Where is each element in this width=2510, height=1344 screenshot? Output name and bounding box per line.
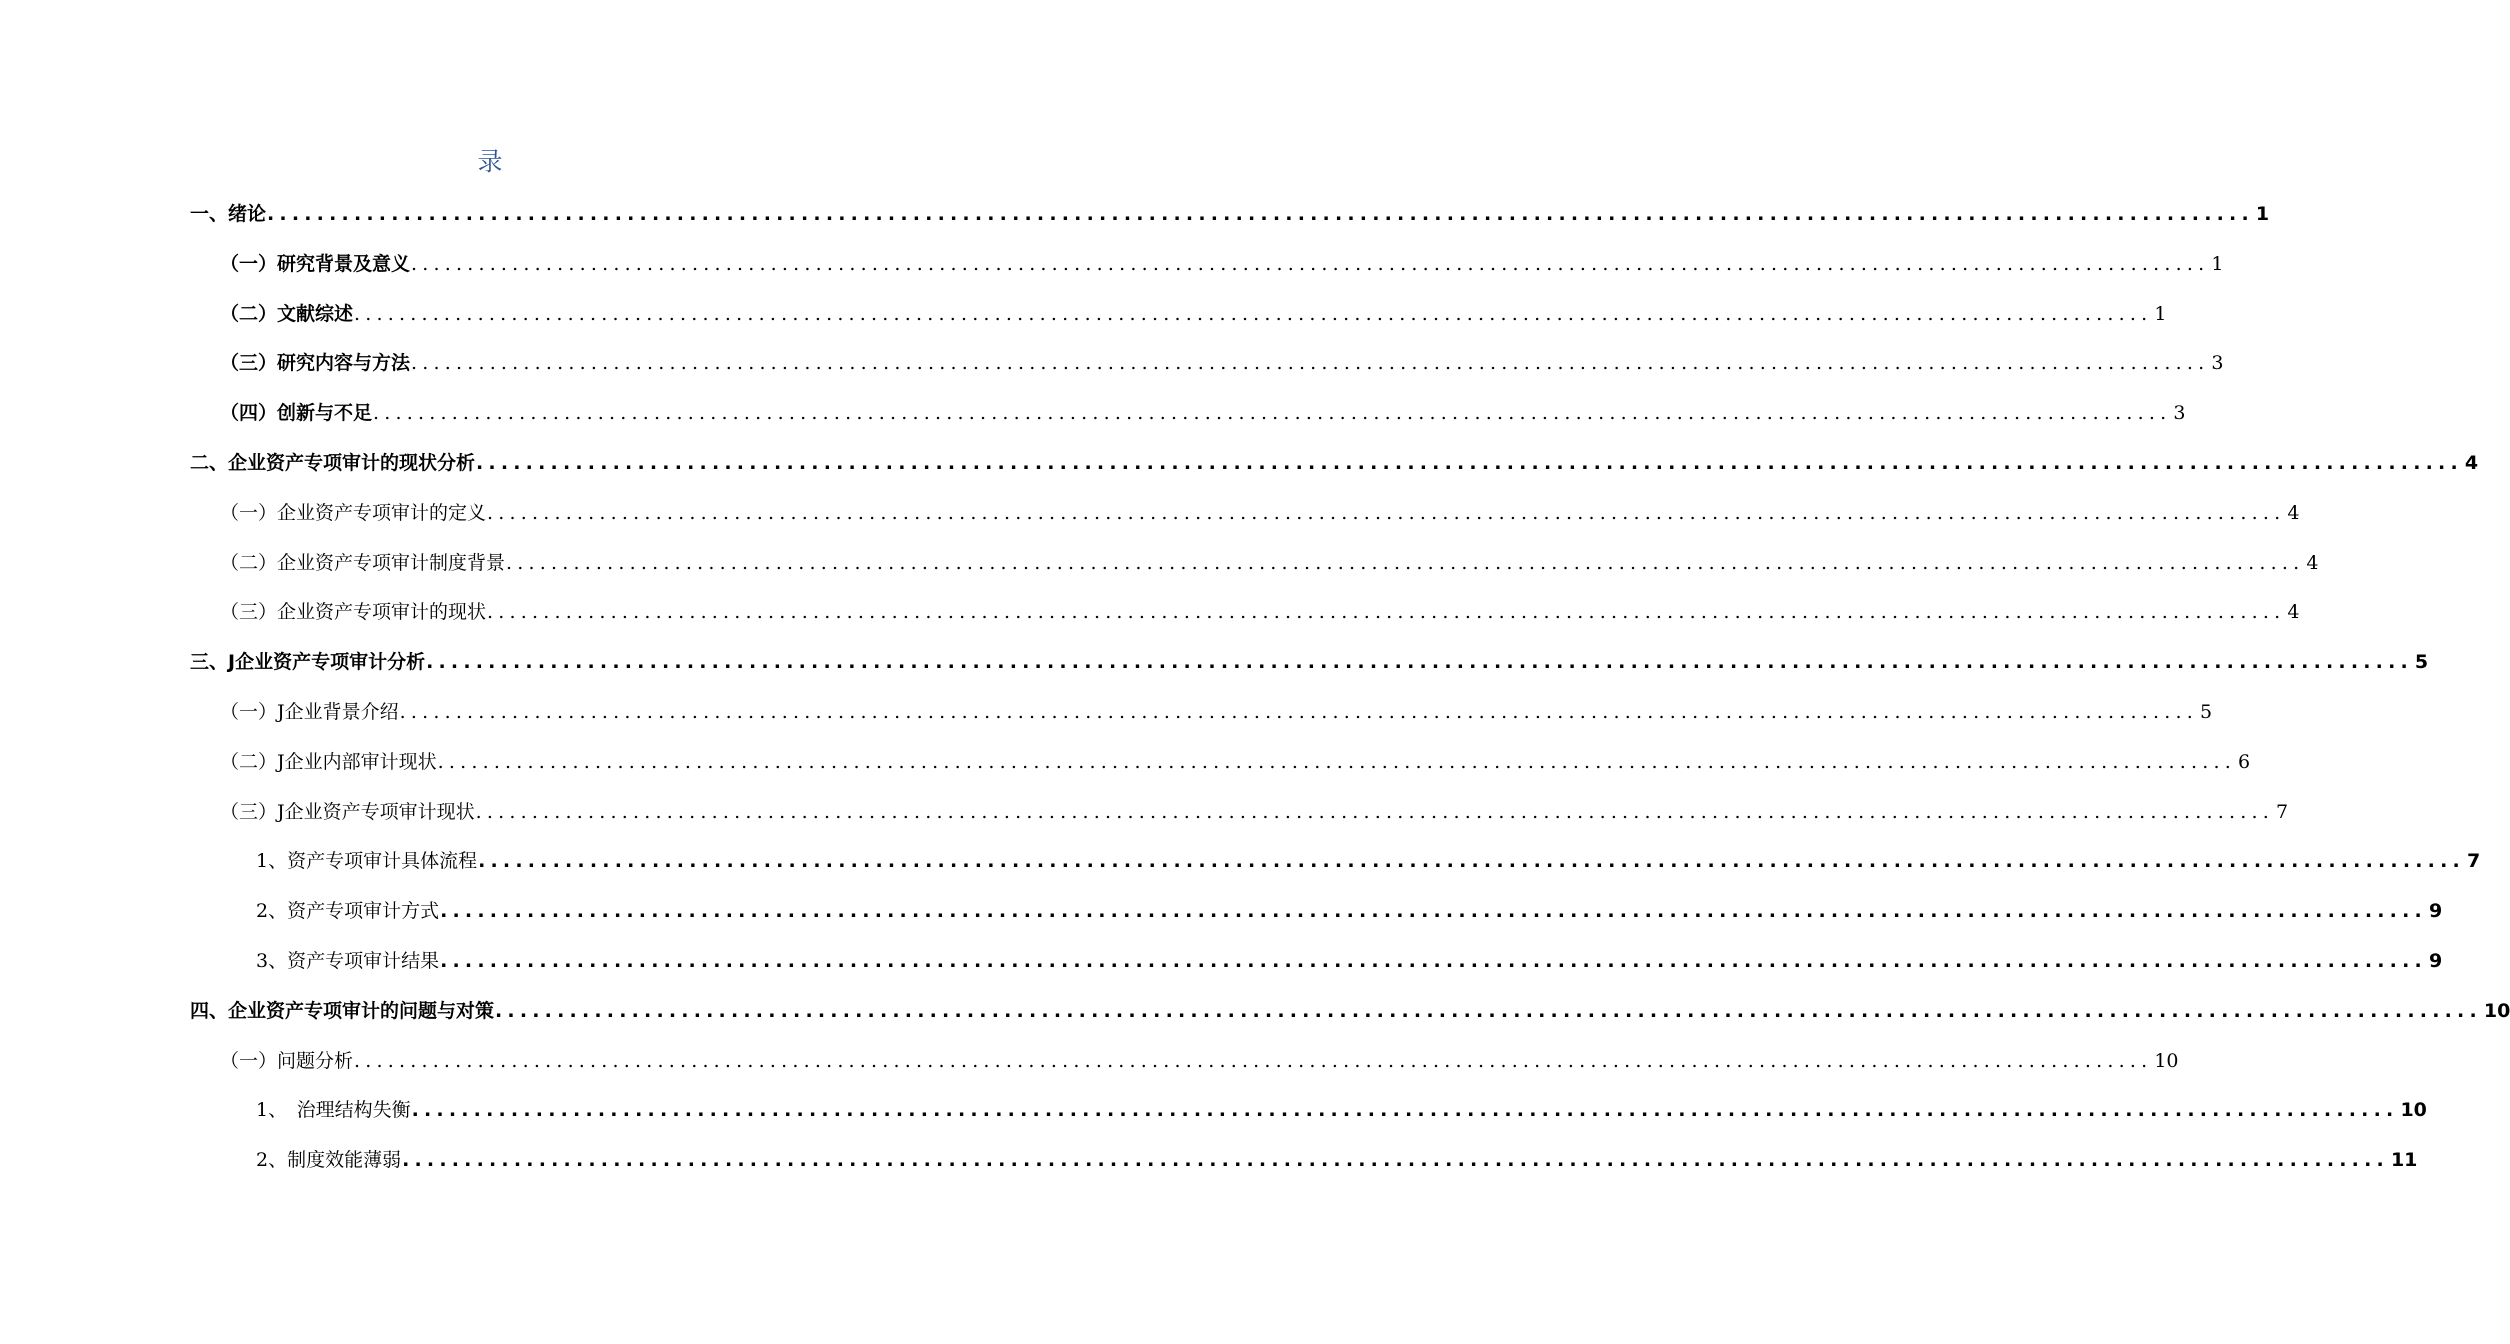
toc-dot-leader: ................................................................................................................................................................ (476, 451, 2463, 474)
toc-entry[interactable] (190, 1092, 2427, 1142)
toc-entry[interactable] (190, 993, 2510, 1043)
toc-dot-leader: ................................................................................................................................................................ (426, 651, 2413, 674)
toc-page-number: 4 (2287, 501, 2300, 524)
toc-entry[interactable] (190, 1043, 2179, 1093)
toc-entry-label: （一）研究背景及意义 (220, 252, 411, 275)
toc-entry-label: （三）企业资产专项审计的现状 (220, 601, 487, 624)
toc-entry[interactable] (190, 495, 2300, 545)
toc-entry[interactable] (190, 246, 2224, 296)
toc-page-number: 4 (2306, 551, 2319, 574)
toc-dot-leader: ................................................................................................................................................................ (437, 750, 2236, 773)
toc-entry-label: 3、资产专项审计结果 (256, 949, 440, 972)
toc-page-number: 4 (2287, 601, 2300, 624)
toc-dot-leader: ................................................................................................................................................................ (373, 402, 2172, 425)
toc-dot-leader: ................................................................................................................................................................ (399, 700, 2198, 723)
table-of-contents (190, 196, 2510, 1192)
toc-entry[interactable] (190, 296, 2167, 346)
toc-entry-label: 三、J企业资产专项审计分析 (190, 651, 426, 674)
toc-page-number: 10 (2154, 1049, 2179, 1072)
toc-entry[interactable] (190, 794, 2289, 844)
toc-entry-label: 四、企业资产专项审计的问题与对策 (190, 999, 495, 1022)
toc-entry-label: （一）企业资产专项审计的定义 (220, 501, 487, 524)
toc-entry[interactable] (190, 445, 2479, 495)
toc-dot-leader: ................................................................................................................................................................ (402, 1149, 2389, 1172)
toc-entry[interactable] (190, 644, 2429, 694)
toc-dot-leader: ................................................................................................................................................................ (487, 601, 2286, 624)
toc-entry[interactable] (190, 694, 2213, 744)
toc-page-number: 4 (2464, 451, 2479, 474)
toc-dot-leader: ................................................................................................................................................................ (354, 302, 2153, 325)
toc-page-number: 3 (2173, 402, 2186, 425)
toc-entry-label: （二）J企业内部审计现状 (220, 750, 437, 773)
toc-entry[interactable] (190, 594, 2300, 644)
toc-entry[interactable] (190, 843, 2481, 893)
toc-page-number: 6 (2237, 750, 2251, 773)
toc-title: 录 (477, 147, 503, 176)
toc-entry[interactable] (190, 395, 2186, 445)
toc-dot-leader: ................................................................................................................................................................ (478, 850, 2465, 873)
toc-entry-label: （二）企业资产专项审计制度背景 (220, 551, 506, 574)
toc-entry[interactable] (190, 744, 2251, 794)
toc-entry-label: （三）研究内容与方法 (220, 352, 411, 375)
toc-dot-leader: ................................................................................................................................................................ (411, 252, 2210, 275)
toc-entry[interactable] (190, 943, 2443, 993)
toc-entry[interactable] (190, 893, 2443, 943)
toc-page-number: 3 (2211, 352, 2224, 375)
toc-entry[interactable] (190, 545, 2319, 595)
toc-dot-leader: ................................................................................................................................................................ (440, 949, 2427, 972)
toc-dot-leader: ................................................................................................................................................................ (506, 551, 2305, 574)
toc-dot-leader: ................................................................................................................................................................ (267, 203, 2254, 225)
toc-page-number: 9 (2428, 949, 2443, 972)
toc-entry-label: 二、企业资产专项审计的现状分析 (190, 451, 476, 474)
toc-entry-label: （一）J企业背景介绍 (220, 700, 399, 723)
toc-page-number: 10 (2400, 1099, 2427, 1122)
toc-dot-leader: ................................................................................................................................................................ (495, 999, 2482, 1022)
toc-entry[interactable] (190, 1142, 2418, 1192)
toc-entry-label: 2、资产专项审计方式 (256, 900, 440, 923)
toc-entry-label: （四）创新与不足 (220, 402, 373, 425)
toc-page-number: 5 (2414, 651, 2429, 674)
toc-page-number: 1 (2211, 252, 2224, 275)
toc-entry-label: 一、绪论 (190, 203, 267, 225)
toc-page-number: 7 (2466, 850, 2481, 873)
toc-page-number: 10 (2483, 999, 2510, 1022)
toc-entry-label: （一）问题分析 (220, 1049, 354, 1072)
toc-dot-leader: ................................................................................................................................................................ (411, 352, 2210, 375)
toc-dot-leader: ................................................................................................................................................................ (487, 501, 2286, 524)
toc-entry-label: （二）文献综述 (220, 302, 354, 325)
toc-entry-label: （三）J企业资产专项审计现状 (220, 800, 475, 823)
toc-entry-label: 2、制度效能薄弱 (256, 1149, 402, 1172)
toc-dot-leader: ................................................................................................................................................................ (475, 800, 2274, 823)
toc-page-number: 7 (2275, 800, 2289, 823)
toc-page-number: 1 (2154, 302, 2167, 325)
toc-entry[interactable] (190, 196, 2270, 246)
toc-entry-label: 1、资产专项审计具体流程 (256, 850, 478, 873)
toc-dot-leader: ................................................................................................................................................................ (411, 1099, 2399, 1122)
toc-entry[interactable] (190, 345, 2224, 395)
toc-page-number: 5 (2199, 700, 2213, 723)
toc-page-number: 11 (2390, 1149, 2418, 1172)
toc-page-number: 1 (2255, 203, 2270, 225)
toc-entry-label: 1、 治理结构失衡 (256, 1099, 411, 1122)
toc-dot-leader: ................................................................................................................................................................ (354, 1049, 2153, 1072)
toc-page-number: 9 (2428, 900, 2443, 923)
toc-dot-leader: ................................................................................................................................................................ (440, 900, 2427, 923)
